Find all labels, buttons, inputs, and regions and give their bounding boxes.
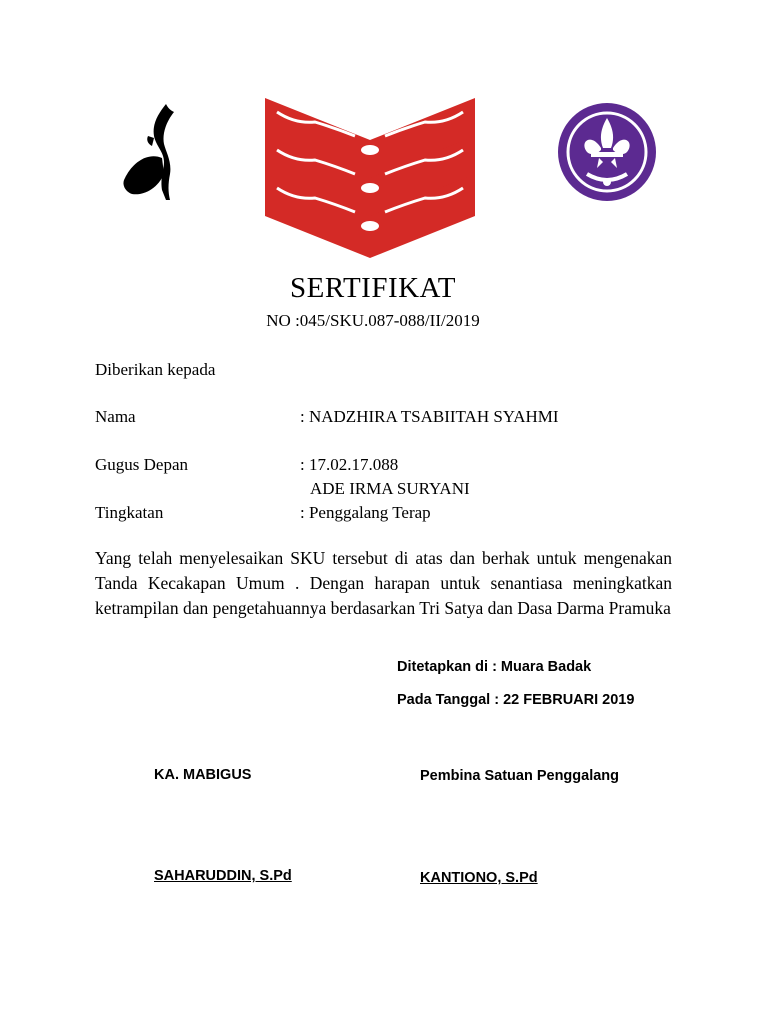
certificate-number: NO :045/SKU.087-088/II/2019 <box>266 311 480 330</box>
level-label: Tingkatan <box>95 503 164 522</box>
right-signer-title: Pembina Satuan Penggalang <box>420 768 620 784</box>
chevron-badge-icon <box>265 98 475 258</box>
name-value: : NADZHIRA TSABIITAH SYAHMI <box>300 407 559 426</box>
body-paragraph: Yang telah menyelesaikan SKU tersebut di atas dan berhak untuk mengenakan Tanda Kecakapan Umum . Dengan harapan untuk senantiasa meningkatkan ketrampilan dan pengetahuannya berdasarkan Tri Satya dan Dasa Darma Pramuka <box>95 548 672 618</box>
unit-name: ADE IRMA SURYANI <box>310 479 470 498</box>
given-to-label: Diberikan kepada <box>95 360 216 379</box>
unit-label: Gugus Depan <box>95 455 189 474</box>
left-signer-name: SAHARUDDIN, S.Pd <box>154 868 292 884</box>
right-signer-name: KANTIONO, S.Pd <box>420 870 538 886</box>
certificate-title: SERTIFIKAT <box>290 272 456 304</box>
level-value: : Penggalang Terap <box>300 503 431 522</box>
left-signer-title: KA. MABIGUS <box>154 767 252 783</box>
name-label: Nama <box>95 407 136 426</box>
unit-value: : 17.02.17.088 <box>300 455 399 474</box>
tunas-kelapa-icon <box>118 100 184 202</box>
issued-date: Pada Tanggal : 22 FEBRUARI 2019 <box>397 692 635 708</box>
world-scout-emblem-icon <box>557 102 657 202</box>
issued-place: Ditetapkan di : Muara Badak <box>397 659 592 675</box>
